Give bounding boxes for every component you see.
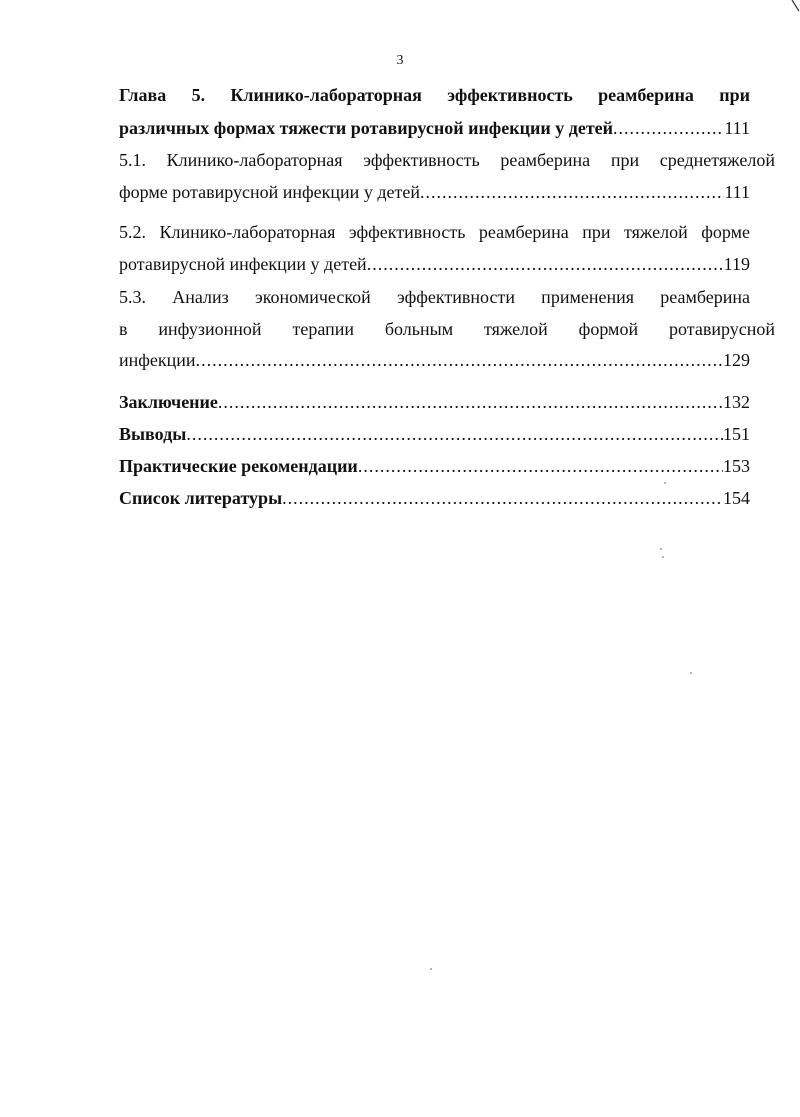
- toc-leader-dots: [196, 349, 723, 371]
- toc-s5-3-line2: в инфузионной терапии больным тяжелой формой ротавирусной: [119, 319, 775, 339]
- toc-conclusion-title: Заключение: [119, 392, 218, 412]
- toc-chapter5-page: 111: [724, 118, 750, 138]
- toc-references-entry[interactable]: [119, 487, 750, 509]
- toc-findings-entry[interactable]: [119, 423, 750, 445]
- toc-recommendations-title: Практические рекомендации: [119, 456, 358, 476]
- scan-speck: [662, 556, 664, 558]
- toc-recommendations-page: 153: [723, 456, 750, 476]
- toc-s5-1-line2: форме ротавирусной инфекции у детей: [119, 182, 420, 202]
- page-number: 3: [396, 53, 404, 68]
- scan-speck: [690, 672, 692, 674]
- toc-findings-page: 151: [723, 424, 750, 444]
- toc-s5-2-line1: 5.2. Клинико-лабораторная эффективность реамберина при тяжелой форме: [119, 222, 750, 242]
- toc-leader-dots: [358, 455, 723, 477]
- toc-references-title: Список литературы: [119, 488, 283, 508]
- toc-s5-2-page: 119: [723, 254, 750, 274]
- toc-leader-dots: [186, 423, 723, 445]
- toc-conclusion-entry[interactable]: [119, 391, 750, 413]
- toc-s5-3-page: 129: [723, 350, 750, 370]
- toc-leader-dots: [282, 487, 723, 509]
- toc-s5-3-line1: 5.3. Анализ экономической эффективности применения реамберина: [119, 287, 750, 307]
- toc-leader-dots: [420, 181, 724, 203]
- toc-s5-1-entry[interactable]: [119, 181, 750, 203]
- toc-references-page: 154: [723, 488, 750, 508]
- toc-recommendations-entry[interactable]: [119, 455, 750, 477]
- toc-leader-dots: [367, 253, 724, 275]
- scan-speck: [430, 968, 432, 970]
- toc-s5-1-page: 111: [724, 182, 750, 202]
- toc-s5-1-line1: 5.1. Клинико-лабораторная эффективность реамберина при среднетяжелой: [119, 150, 775, 170]
- toc-chapter5-line1: Глава 5. Клинико-лабораторная эффективность реамберина при: [119, 85, 750, 105]
- toc-leader-dots: [613, 117, 724, 139]
- toc-s5-2-entry[interactable]: [119, 253, 750, 275]
- scan-speck: [660, 548, 662, 550]
- toc-chapter5-line2: различных формах тяжести ротавирусной инфекции у детей: [119, 118, 614, 138]
- toc-findings-title: Выводы: [119, 424, 187, 444]
- toc-leader-dots: [218, 391, 719, 413]
- toc-s5-2-line2: ротавирусной инфекции у детей: [119, 254, 367, 274]
- scan-mark-icon: [788, 0, 800, 12]
- scan-speck: [664, 482, 666, 484]
- toc-chapter5-entry[interactable]: [119, 117, 750, 139]
- toc-s5-3-entry[interactable]: [119, 349, 750, 371]
- toc-conclusion-page: .132: [718, 392, 750, 412]
- toc-s5-3-line3: инфекции: [119, 350, 196, 370]
